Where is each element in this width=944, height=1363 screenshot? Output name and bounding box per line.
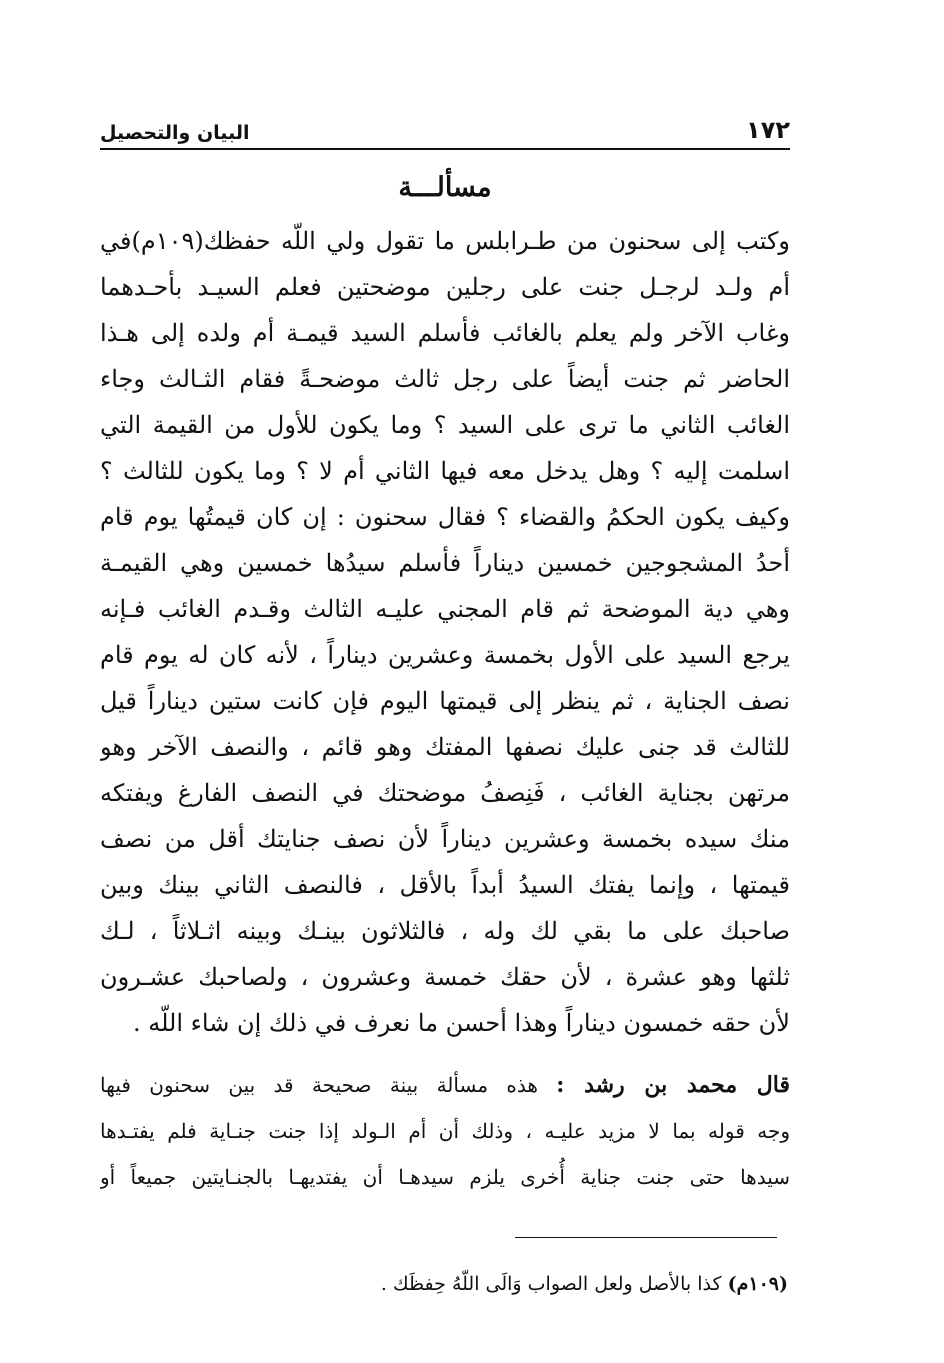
commentary-line (100, 1062, 790, 1108)
main-text-line: يرجع السيد على الأول بخمسة وعشرين ديناراً ، لأنه كان له يوم قام (100, 641, 790, 669)
main-text-line: الحاضر ثم جنت أيضاً على رجل ثالث موضحـةً فقام الثـالث وجاء (100, 365, 790, 393)
page-number: ١٧٢ (746, 116, 790, 144)
footnote-text: كذا بالأصل ولعل الصواب وَالَى اللّهُ حِفظَك . (380, 1273, 722, 1295)
main-text-line: منك سيده بخمسة وعشرين ديناراً لأن نصف جنايتك أقل من نصف (100, 825, 790, 853)
main-text-line: وغاب الآخر ولم يعلم بالغائب فأسلم السيد قيمـة أم ولده إلى هـذا (100, 319, 790, 347)
commentary-line: سيدها حتى جنت جناية أُخرى يلزم سيدهـا أن يفتديهـا بالجنـايتين جميعاً أو (100, 1165, 790, 1189)
main-text-line: الغائب الثاني ما ترى على السيد ؟ وما يكون للأول من القيمة التي (100, 411, 790, 439)
main-text-line: للثالث قد جنى عليك نصفها المفتك وهو قائم ، والنصف الآخر وهو (100, 733, 790, 761)
section-heading: مسألـــة (398, 172, 492, 203)
main-text (100, 218, 790, 1046)
main-text-line: أحدُ المشجوجين خمسين ديناراً فأسلم سيدُها خمسين وهي القيمـة (100, 549, 790, 577)
commentary-first-line-text: هذه مسألة بينة صحيحة قد بين سحنون فيها (100, 1073, 538, 1097)
commentary-line: وجه قوله بما لا مزيد عليـه ، وذلك أن أم الـولد إذا جنت جنـاية فلم يفتـدها (100, 1119, 790, 1143)
page-header (100, 108, 790, 144)
main-text-line: نصف الجناية ، ثم ينظر إلى قيمتها اليوم فإن كانت ستين ديناراً قيل (100, 687, 790, 715)
main-text-line: أم ولـد لرجـل جنت على رجلين موضحتين فعلم السيـد بأحـدهما (100, 273, 790, 301)
commentary-author: قال محمد بن رشد : (556, 1072, 790, 1098)
footnote-rule (515, 1237, 777, 1238)
main-text-line: مرتهن بجناية الغائب ، فَنِصفُ موضحتك في النصف الفارغ ويفتكه (100, 779, 790, 807)
main-text-line: وكتب إلى سحنون من طـرابلس ما تقول ولي اللّه حفظك(١٠٩م)في (100, 227, 790, 255)
main-text-line: لأن حقه خمسون ديناراً وهذا أحسن ما نعرف في ذلك إن شاء اللّه . (132, 1009, 790, 1037)
main-text-line: وهي دية الموضحة ثم قام المجني عليـه الثالث وقـدم الغائب فـإنه (100, 595, 790, 623)
main-text-line: اسلمت إليه ؟ وهل يدخل معه فيها الثاني أم لا ؟ وما يكون للثالث ؟ (100, 457, 790, 485)
header-rule (100, 148, 790, 150)
running-title: البيان والتحصيل (100, 122, 250, 144)
footnote (300, 1268, 788, 1300)
footnote-marker: (١٠٩م) (727, 1273, 788, 1295)
main-text-line: وكيف يكون الحكمُ والقضاء ؟ فقال سحنون : إن كان قيمتُها يوم قام (100, 503, 790, 531)
commentary (100, 1062, 790, 1200)
main-text-line: ثلثها وهو عشرة ، لأن حقك خمسة وعشرون ، ولصاحبك عشـرون (100, 963, 790, 991)
main-text-line: قيمتها ، وإنما يفتك السيدُ أبداً بالأقل ، فالنصف الثاني بينك وبين (100, 871, 790, 899)
main-text-line: صاحبك على ما بقي لك وله ، فالثلاثون بينـك وبينه اثـلاثاً ، لـك (100, 917, 790, 945)
